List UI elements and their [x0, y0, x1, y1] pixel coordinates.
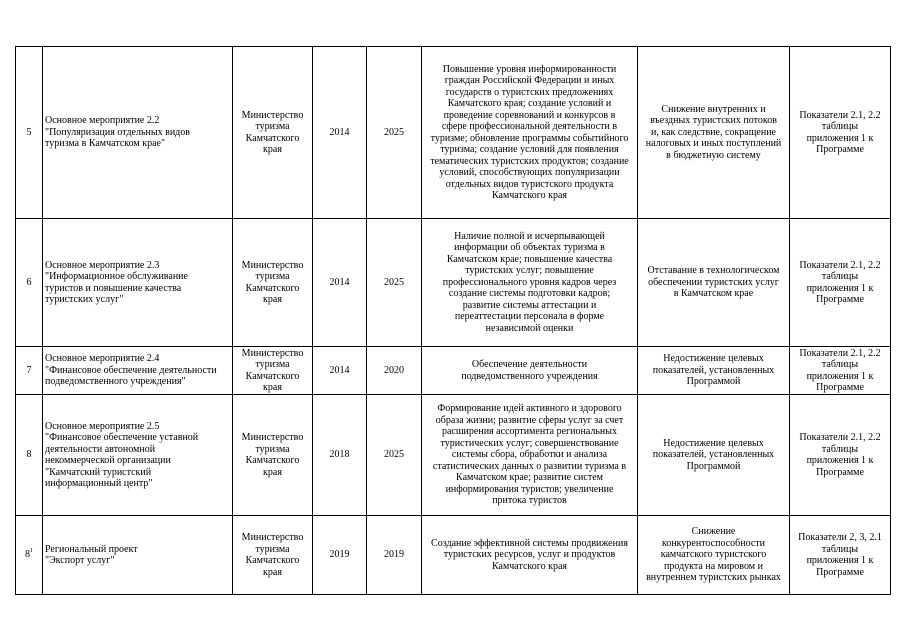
executor-line: туризма — [255, 121, 290, 132]
measure-name-line: Основное мероприятие 2.3 — [45, 259, 160, 271]
row-number — [16, 516, 43, 595]
start-year: 2014 — [313, 219, 367, 347]
non-implementation-consequence-line: Программой — [686, 460, 741, 472]
expected-result-line: создание системы подготовки кадров; — [448, 288, 611, 300]
end-year: 2020 — [367, 347, 422, 395]
non-implementation-consequence-line: Недостижение целевых — [663, 437, 764, 449]
expected-result-line: Камчатского края — [491, 190, 568, 201]
expected-result-line: туристических услуг; совершенствование — [440, 437, 619, 449]
non-implementation-consequence-line: и, как следствие, сокращение — [650, 126, 776, 138]
related-indicators — [790, 219, 891, 347]
executor-line: края — [263, 144, 282, 155]
row-number — [16, 347, 43, 395]
executor-line: края — [263, 294, 282, 305]
end-year: 2025 — [367, 219, 422, 347]
non-implementation-consequence-line: Недостижение целевых — [663, 353, 764, 365]
table-row — [16, 395, 891, 516]
expected-result-line: туризме; обновление программы событийного — [430, 132, 629, 144]
executor-line: туризма — [255, 443, 290, 455]
expected-result — [422, 347, 638, 395]
measure-name-line: Основное мероприятие 2.4 — [45, 353, 160, 365]
non-implementation-consequence-line: показателей, установленных — [652, 449, 775, 461]
measure-name — [43, 516, 233, 595]
related-indicators-line: приложения 1 к — [806, 555, 874, 566]
measure-name-line: "Экспорт услуг" — [45, 555, 115, 566]
expected-result-line: туристских услуг; повышение — [465, 265, 594, 277]
executor — [233, 395, 313, 516]
expected-result-line: Камчатском крае; повышение качества — [446, 253, 613, 265]
executor — [233, 516, 313, 595]
start-year: 2019 — [313, 516, 367, 595]
executor — [233, 219, 313, 347]
measure-name-line: "Камчатский туристский — [45, 466, 152, 478]
row-number-superscript: 1 — [30, 548, 33, 555]
expected-result-line: подведомственного учреждения — [461, 370, 598, 382]
end-year: 2025 — [367, 395, 422, 516]
expected-result-line: Повышение уровня информированности — [442, 63, 617, 75]
non-implementation-consequence — [638, 47, 790, 219]
non-implementation-consequence-line: показателей, установленных — [652, 364, 775, 376]
measures-table — [15, 46, 891, 595]
executor-line: туризма — [255, 543, 290, 555]
executor-line: Камчатского — [245, 132, 300, 144]
related-indicators-line: приложения 1 к — [806, 282, 874, 294]
executor-line: Камчатского — [245, 555, 300, 566]
measure-name — [43, 219, 233, 347]
non-implementation-consequence-line: продукта на мировом и — [664, 560, 763, 572]
row-number — [16, 47, 43, 219]
related-indicators-line: таблицы — [821, 121, 859, 132]
row-number-value: 5 — [26, 126, 32, 138]
row-number-value: 6 — [26, 276, 32, 288]
executor-line: края — [263, 466, 282, 478]
non-implementation-consequence-line: Программой — [686, 376, 741, 388]
executor-line: Камчатского — [245, 282, 300, 294]
expected-result-line: независимой оценки — [485, 322, 574, 334]
executor-line: края — [263, 382, 282, 393]
expected-result — [422, 47, 638, 219]
expected-result-line: условий, способствующих популяризации — [439, 167, 620, 178]
executor-line: Камчатского — [245, 455, 300, 466]
measure-name-line: Основное мероприятие 2.2 — [45, 115, 160, 127]
expected-result — [422, 395, 638, 516]
expected-result-line: Создание эффективной системы продвижения — [431, 537, 628, 549]
related-indicators-line: приложения 1 к — [806, 132, 874, 144]
measure-name-line: Основное мероприятие 2.5 — [45, 420, 160, 432]
related-indicators — [790, 516, 891, 595]
related-indicators-line: приложения 1 к — [806, 455, 874, 466]
row-number — [16, 395, 43, 516]
executor-line: Министерство — [241, 347, 304, 359]
executor-line: Камчатского — [245, 370, 300, 382]
non-implementation-consequence-line: в Камчатском крае — [673, 288, 754, 300]
expected-result-line: тематических туристских продуктов; создание — [430, 155, 629, 167]
non-implementation-consequence-line: Снижение внутренних и — [661, 103, 766, 115]
measure-name-line: "Финансовое обеспечение уставной — [45, 432, 199, 443]
expected-result-line: Обеспечение деятельности — [471, 359, 588, 370]
expected-result-line: образа жизни; развитие сферы услуг за счет — [435, 414, 624, 426]
measure-name-line: информационный центр" — [45, 478, 153, 489]
executor — [233, 47, 313, 219]
measure-name — [43, 395, 233, 516]
measure-name — [43, 47, 233, 219]
related-indicators — [790, 47, 891, 219]
measure-name-line: некоммерческой организации — [45, 455, 171, 466]
table-body — [16, 47, 891, 595]
expected-result-line: информирования туристов; увеличение — [445, 483, 614, 495]
measure-name-line: туристских услуг" — [45, 294, 124, 305]
expected-result-line: Наличие полной и исчерпывающей — [454, 230, 605, 242]
executor-line: туризма — [255, 359, 290, 370]
related-indicators-line: Программе — [816, 382, 864, 393]
start-year: 2014 — [313, 347, 367, 395]
executor — [233, 347, 313, 395]
expected-result-line: Формирование идей активного и здорового — [437, 403, 622, 415]
non-implementation-consequence-line: въездных туристских потоков — [650, 115, 777, 127]
non-implementation-consequence-line: в бюджетную систему — [666, 149, 761, 161]
related-indicators — [790, 395, 891, 516]
related-indicators-line: Показатели 2.1, 2.2 — [799, 259, 881, 271]
related-indicators-line: Программе — [816, 294, 864, 305]
executor-line: Министерство — [241, 432, 304, 443]
expected-result-line: сфере профессиональной деятельности в — [441, 121, 618, 132]
related-indicators-line: приложения 1 к — [806, 370, 874, 382]
expected-result-line: профессионального уровня кадров через — [442, 276, 617, 288]
expected-result-line: Камчатского края; создание условий и — [447, 98, 612, 109]
non-implementation-consequence-line: налоговых и иных поступлений — [645, 138, 782, 150]
expected-result-line: притока туристов — [492, 495, 567, 507]
start-year: 2014 — [313, 47, 367, 219]
non-implementation-consequence-line: внутреннем туристских рынках — [646, 572, 781, 584]
end-year: 2025 — [367, 47, 422, 219]
table-row — [16, 47, 891, 219]
related-indicators-line: Показатели 2.1, 2.2 — [799, 347, 881, 359]
expected-result-line: Камчатского края — [491, 560, 568, 572]
expected-result-line: информации об объектах туризма в — [454, 242, 605, 254]
expected-result-line: расширения ассортимента региональных — [441, 426, 617, 438]
expected-result-line: граждан Российской Федерации и иных — [444, 75, 615, 86]
start-year: 2018 — [313, 395, 367, 516]
table-row — [16, 219, 891, 347]
expected-result-line: Камчатском крае; развитие систем — [456, 472, 603, 484]
related-indicators-line: Программе — [816, 144, 864, 155]
non-implementation-consequence-line: Снижение — [691, 526, 736, 538]
measure-name-line: деятельности автономной — [45, 443, 156, 455]
non-implementation-consequence-line: Отставание в технологическом — [647, 265, 780, 277]
related-indicators-line: таблицы — [821, 443, 859, 455]
row-number-value: 7 — [26, 364, 32, 376]
row-number — [16, 219, 43, 347]
expected-result-line: проведение соревнований и конкурсов в — [443, 109, 616, 121]
row-number-value: 8 — [25, 549, 30, 561]
measure-name-line: туризма в Камчатском крае" — [45, 138, 166, 150]
expected-result — [422, 516, 638, 595]
related-indicators-line: таблицы — [821, 271, 859, 282]
measure-name-line: "Информационное обслуживание — [45, 271, 188, 282]
executor-line: туризма — [255, 271, 290, 282]
non-implementation-consequence — [638, 219, 790, 347]
measure-name-line: Региональный проект — [45, 543, 138, 555]
end-year: 2019 — [367, 516, 422, 595]
expected-result-line: переаттестации персонала в форме — [454, 311, 605, 323]
related-indicators-line: Показатели 2.1, 2.2 — [799, 432, 881, 443]
related-indicators-line: Показатели 2, 3, 2.1 — [798, 532, 882, 543]
executor-line: Министерство — [241, 259, 304, 271]
expected-result-line: системы сбора, обработки и анализа — [451, 449, 608, 461]
related-indicators — [790, 347, 891, 395]
expected-result-line: отдельных видов туристского продукта — [445, 178, 614, 190]
non-implementation-consequence-line: конкурентоспособности — [661, 537, 766, 549]
expected-result-line: развитие системы аттестации и — [462, 299, 597, 311]
expected-result-line: туристских ресурсов, услуг и продуктов — [443, 549, 616, 561]
executor-line: Министерство — [241, 109, 304, 121]
related-indicators-line: Показатели 2.1, 2.2 — [799, 109, 881, 121]
expected-result-line: статистических данных о развитии туризма в — [432, 460, 627, 472]
measure-name-line: туристов и повышение качества — [45, 282, 182, 294]
row-number-value: 8 — [26, 449, 32, 461]
non-implementation-consequence — [638, 516, 790, 595]
executor-line: края — [263, 566, 282, 578]
non-implementation-consequence-line: обеспечении туристских услуг — [648, 276, 779, 288]
measure-name-line: "Финансовое обеспечение деятельности — [45, 364, 217, 376]
related-indicators-line: Программе — [816, 466, 864, 478]
non-implementation-consequence-line: камчатского туристского — [660, 549, 767, 561]
table-row — [16, 516, 891, 595]
non-implementation-consequence — [638, 395, 790, 516]
related-indicators-line: таблицы — [821, 543, 859, 555]
expected-result-line: туризма; создание условий для появления — [440, 144, 619, 155]
non-implementation-consequence — [638, 347, 790, 395]
related-indicators-line: Программе — [816, 566, 864, 578]
measure-name-line: "Популяризация отдельных видов — [45, 126, 190, 138]
executor-line: Министерство — [241, 532, 304, 543]
measure-name — [43, 347, 233, 395]
related-indicators-line: таблицы — [821, 359, 859, 370]
expected-result — [422, 219, 638, 347]
expected-result-line: государств о туристских предложениях — [445, 86, 614, 98]
table-row — [16, 347, 891, 395]
measure-name-line: подведомственного учреждения" — [45, 376, 186, 388]
